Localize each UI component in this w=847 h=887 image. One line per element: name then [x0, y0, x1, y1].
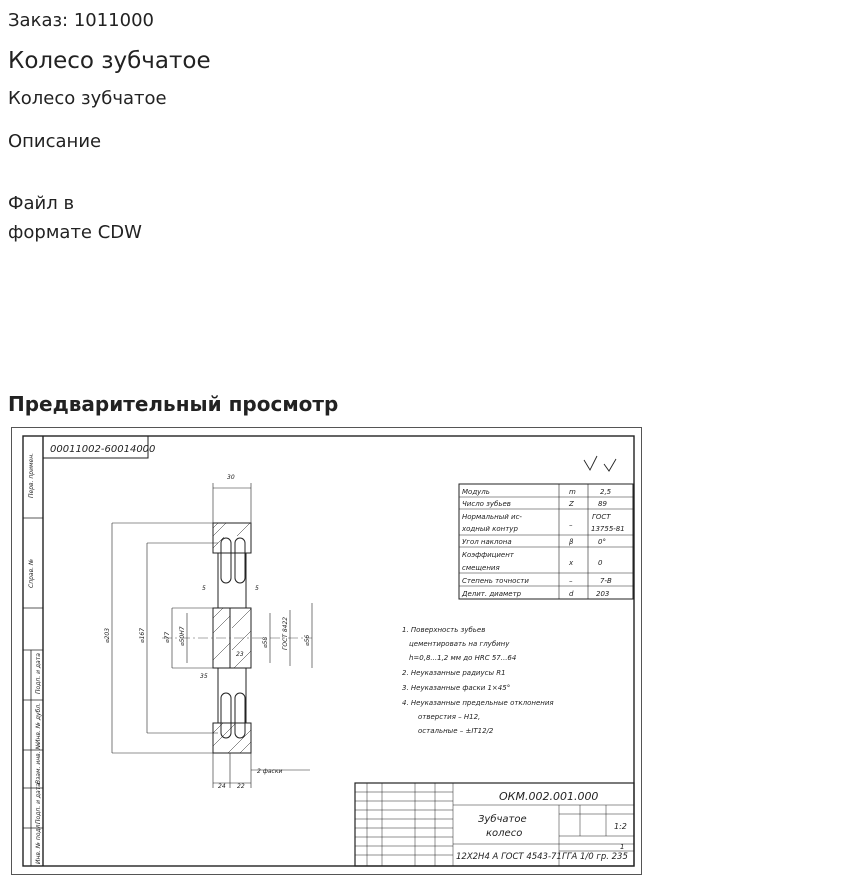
side-label-3: Подп. и дата — [35, 653, 42, 694]
svg-text:x: x — [569, 559, 574, 567]
svg-text:2. Неуказанные радиусы R1: 2. Неуказанные радиусы R1 — [402, 669, 506, 677]
svg-text:Угол наклона: Угол наклона — [462, 538, 512, 546]
svg-text:Z: Z — [569, 500, 574, 508]
svg-text:ходный контур: ходный контур — [462, 525, 518, 533]
svg-text:h=0,8...1,2 мм до HRC 57...64: h=0,8...1,2 мм до HRC 57...64 — [409, 654, 517, 662]
svg-text:0°: 0° — [598, 538, 606, 546]
title-block — [355, 783, 634, 866]
sheets: 1 — [620, 843, 625, 851]
svg-text:⌀56: ⌀56 — [304, 634, 311, 646]
drawing-preview-image[interactable] — [11, 427, 642, 875]
product-name: Колесо зубчатое — [8, 88, 167, 109]
svg-text:203: 203 — [596, 590, 610, 598]
svg-text:смещения: смещения — [462, 564, 500, 572]
svg-text:4. Неуказанные предельные откл: 4. Неуказанные предельные отклонения — [402, 699, 554, 707]
svg-text:35: 35 — [200, 673, 208, 680]
order-number: Заказ: 1011000 — [8, 10, 154, 31]
svg-text:5: 5 — [202, 585, 206, 592]
roughness-symbol — [584, 456, 616, 471]
svg-text:⌀167: ⌀167 — [139, 627, 146, 643]
svg-text:Степень точности: Степень точности — [462, 577, 529, 585]
side-label-1: Перв. примен. — [28, 452, 35, 498]
technical-notes — [402, 626, 554, 735]
svg-text:⌀77: ⌀77 — [164, 631, 171, 643]
side-label-6: Подп. и дата — [35, 783, 42, 824]
description-heading: Описание — [8, 131, 102, 152]
svg-text:остальные – ±IT12/2: остальные – ±IT12/2 — [418, 727, 494, 735]
stamp-code: 00011002-60014000 — [50, 444, 156, 455]
side-label-5: Взам. инв. № — [35, 743, 42, 784]
svg-text:⌀50H7: ⌀50H7 — [179, 626, 186, 646]
part-name-line2: колесо — [486, 828, 523, 839]
gear-parameter-table — [459, 484, 633, 599]
svg-text:Делит. диаметр: Делит. диаметр — [462, 590, 522, 598]
svg-text:цементировать на глубину: цементировать на глубину — [409, 640, 510, 648]
part-name-line1: Зубчатое — [478, 814, 527, 825]
svg-text:отверстия – H12,: отверстия – H12, — [418, 713, 481, 721]
svg-text:13755-81: 13755-81 — [591, 525, 625, 533]
dim-width: 30 — [227, 474, 235, 481]
dim-chamfer: 2 фаски — [257, 768, 283, 775]
svg-text:Нормальный ис-: Нормальный ис- — [462, 513, 522, 521]
svg-text:23: 23 — [236, 651, 244, 658]
svg-text:Число зубьев: Число зубьев — [462, 500, 511, 508]
side-label-4: Инв. № дубл. — [35, 702, 42, 744]
svg-text:m: m — [569, 488, 576, 496]
svg-text:⌀203: ⌀203 — [104, 627, 111, 643]
svg-text:Коэффициент: Коэффициент — [462, 551, 514, 559]
doc-number: ОКМ.002.001.000 — [499, 790, 599, 803]
svg-text:⌀58: ⌀58 — [262, 636, 269, 648]
side-label-7: Инв. № подл. — [35, 822, 42, 864]
dimension-texts — [104, 474, 311, 790]
file-format-line1: Файл в — [8, 193, 75, 214]
svg-text:ГОСТ: ГОСТ — [592, 513, 611, 521]
svg-text:β: β — [569, 538, 574, 546]
svg-text:24: 24 — [218, 783, 226, 790]
svg-text:d: d — [569, 590, 574, 598]
gear-drawing — [12, 428, 641, 874]
preview-heading: Предварительный просмотр — [8, 392, 339, 416]
svg-text:Модуль: Модуль — [462, 488, 490, 496]
scale: 1:2 — [614, 822, 627, 831]
svg-text:–: – — [569, 577, 573, 585]
svg-text:89: 89 — [598, 500, 607, 508]
svg-text:2,5: 2,5 — [600, 488, 612, 496]
organization: ГГА 1/0 гр. 235 — [562, 852, 628, 862]
page-title: Колесо зубчатое — [8, 48, 211, 74]
file-format-line2: формате CDW — [8, 222, 142, 243]
svg-text:5: 5 — [255, 585, 259, 592]
svg-text:–: – — [569, 521, 573, 529]
svg-text:0: 0 — [598, 559, 603, 567]
svg-text:3. Неуказанные фаски 1×45°: 3. Неуказанные фаски 1×45° — [402, 684, 511, 692]
side-label-2: Справ. № — [28, 558, 35, 588]
svg-text:1. Поверхность зубьев: 1. Поверхность зубьев — [402, 626, 486, 634]
svg-text:ГОСТ 8422: ГОСТ 8422 — [282, 616, 289, 650]
svg-text:22: 22 — [237, 783, 245, 790]
svg-text:7-В: 7-В — [600, 577, 612, 585]
material: 12Х2Н4 А ГОСТ 4543-71 — [456, 852, 562, 862]
